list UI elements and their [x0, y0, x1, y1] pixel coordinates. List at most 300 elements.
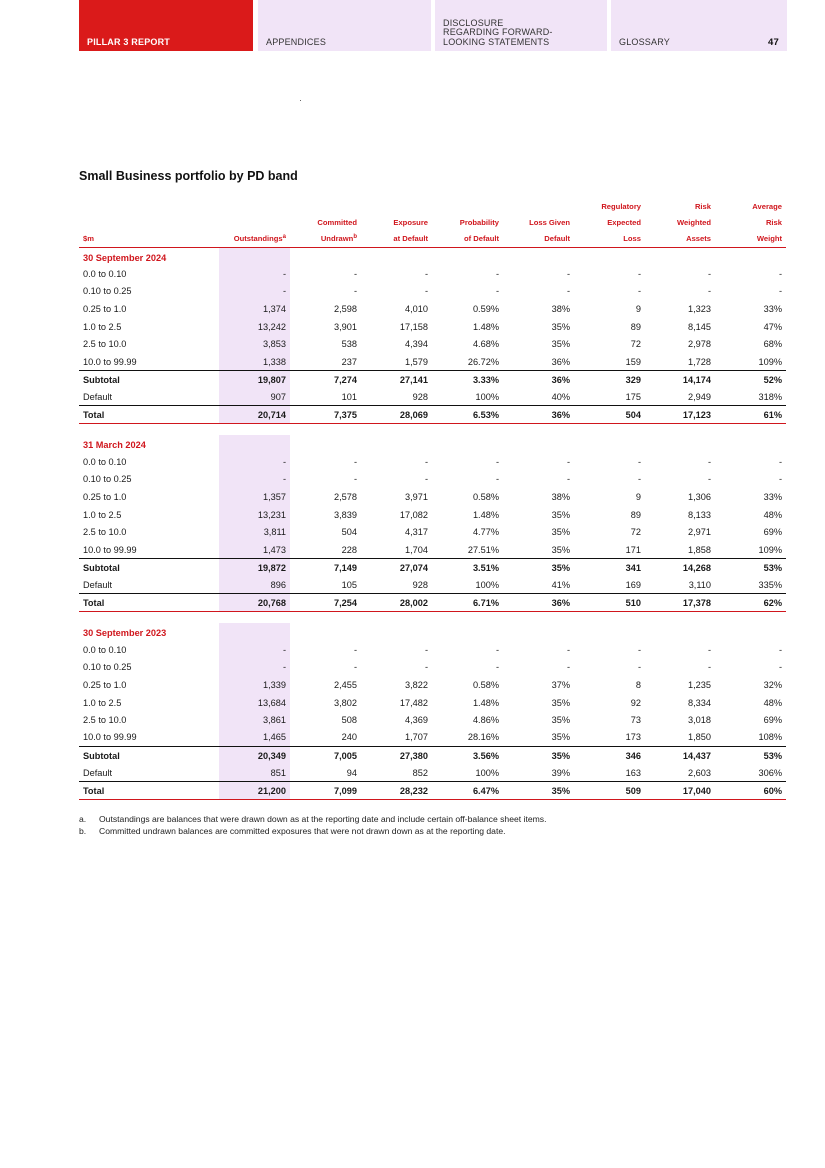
table-cell: -	[637, 268, 641, 279]
header-risk-weighted-assets: Risk Weighted Assets	[645, 199, 715, 248]
table-cell: 907	[219, 388, 290, 406]
table-cell: 3,839	[334, 509, 357, 520]
page-number: 47	[768, 36, 779, 48]
row-label: Default	[83, 391, 113, 402]
table-cell: -	[495, 268, 499, 279]
table-cell: 1,339	[219, 676, 290, 694]
row-label: 0.0 to 0.10	[83, 268, 127, 279]
table-cell: 13,684	[219, 694, 290, 712]
header-exposure-at-default: Exposure at Default	[361, 199, 432, 248]
row-label: 10.0 to 99.99	[83, 732, 137, 743]
table-cell: 538	[341, 339, 357, 350]
table-cell	[503, 248, 574, 266]
table-cell: 3,861	[219, 711, 290, 729]
table-cell: -	[495, 644, 499, 655]
table-cell: 3,901	[334, 321, 357, 332]
table-row	[79, 265, 786, 283]
table-cell: 100%	[475, 767, 499, 778]
spacer-cell	[574, 423, 645, 435]
footnote-b	[79, 825, 546, 837]
table-cell: 94	[346, 767, 357, 778]
table-cell: -	[778, 662, 782, 673]
table-cell: -	[353, 268, 357, 279]
table-cell: -	[707, 474, 711, 485]
tab-appendices[interactable]	[258, 0, 431, 51]
table-cell: 928	[412, 579, 428, 590]
table-cell: -	[637, 474, 641, 485]
table-cell	[290, 248, 361, 266]
table-cell: -	[353, 644, 357, 655]
row-label: 2.5 to 10.0	[83, 527, 127, 538]
table-cell: 53%	[715, 747, 786, 765]
table-cell: 341	[574, 559, 645, 577]
table-cell: 7,274	[290, 371, 361, 389]
spacer-cell	[79, 611, 219, 623]
row-label: Subtotal	[79, 747, 219, 765]
table-cell: 4,317	[405, 527, 428, 538]
row-label: 0.25 to 1.0	[83, 304, 127, 315]
spacer-cell	[79, 423, 219, 435]
spacer-cell	[290, 423, 361, 435]
table-cell: 109%	[758, 544, 782, 555]
table-cell: -	[219, 641, 290, 659]
table-cell	[503, 435, 574, 453]
table-cell	[432, 435, 503, 453]
table-cell: 0.58%	[472, 679, 499, 690]
table-cell: 896	[219, 576, 290, 594]
table-cell: 27,141	[361, 371, 432, 389]
table-cell: 20,768	[219, 594, 290, 612]
table-cell: 3,018	[688, 715, 711, 726]
table-cell: 4,394	[405, 339, 428, 350]
section-header-row	[79, 435, 786, 453]
table-cell: 1,728	[688, 356, 711, 367]
table-cell: 17,082	[399, 509, 428, 520]
table-cell: 62%	[715, 594, 786, 612]
table-cell: 8	[635, 679, 641, 690]
table-cell	[432, 248, 503, 266]
table-cell: 163	[625, 767, 641, 778]
table-cell: -	[219, 471, 290, 489]
table-cell: 928	[412, 391, 428, 402]
table-row	[79, 471, 786, 489]
table-cell: 240	[341, 732, 357, 743]
subtotal-row	[79, 559, 786, 577]
spacer-cell	[503, 611, 574, 623]
table-cell: -	[637, 286, 641, 297]
table-cell: 1,858	[688, 544, 711, 555]
table-row	[79, 453, 786, 471]
table-cell: 175	[625, 391, 641, 402]
table-cell: 4,369	[405, 715, 428, 726]
table-cell: 504	[574, 406, 645, 424]
table-cell: 1.48%	[472, 321, 499, 332]
table-cell: 329	[574, 371, 645, 389]
table-cell: 1,850	[688, 732, 711, 743]
table-cell: 35%	[503, 782, 574, 800]
row-label: 0.10 to 0.25	[83, 662, 132, 673]
table-cell: 1,357	[219, 488, 290, 506]
spacer-cell	[432, 423, 503, 435]
default-row	[79, 576, 786, 594]
table-cell: -	[424, 662, 428, 673]
table-cell: 69%	[763, 715, 782, 726]
table-cell	[645, 435, 715, 453]
table-cell: 4.68%	[472, 339, 499, 350]
pd-band-table	[79, 199, 786, 800]
table-cell: 4.77%	[472, 527, 499, 538]
footnote-mark: a.	[79, 814, 87, 824]
subtotal-row	[79, 371, 786, 389]
table-row	[79, 659, 786, 677]
table-cell: 8,334	[688, 697, 711, 708]
section-spacer	[79, 611, 786, 623]
row-label: 0.10 to 0.25	[83, 474, 132, 485]
table-cell: 851	[219, 764, 290, 782]
table-cell: 105	[341, 579, 357, 590]
table-cell: 7,254	[290, 594, 361, 612]
header-probability-of-default: Probability of Default	[432, 199, 503, 248]
top-navigation	[79, 0, 787, 51]
table-cell: -	[353, 456, 357, 467]
section-title: 30 September 2024	[83, 252, 167, 263]
row-label: Default	[83, 767, 113, 778]
row-label: 0.0 to 0.10	[83, 456, 127, 467]
spacer-cell	[645, 611, 715, 623]
table-cell: 17,123	[645, 406, 715, 424]
table-row	[79, 300, 786, 318]
table-cell: -	[778, 286, 782, 297]
table-row	[79, 711, 786, 729]
table-cell: 35%	[551, 527, 570, 538]
table-cell: 33%	[763, 492, 782, 503]
table-cell: 89	[630, 321, 641, 332]
table-cell: 228	[341, 544, 357, 555]
table-cell: -	[424, 286, 428, 297]
table-cell: -	[707, 644, 711, 655]
table-cell: 4.86%	[472, 715, 499, 726]
table-cell: 27.51%	[467, 544, 499, 555]
spacer-cell	[219, 611, 290, 623]
table-cell: 1.48%	[472, 509, 499, 520]
table-cell	[574, 248, 645, 266]
table-cell: -	[707, 286, 711, 297]
table-cell	[219, 435, 290, 453]
spacer-cell	[715, 423, 786, 435]
table-row	[79, 729, 786, 747]
table-cell: 72	[630, 339, 641, 350]
table-cell: 48%	[763, 509, 782, 520]
table-cell: 68%	[763, 339, 782, 350]
table-cell: -	[219, 659, 290, 677]
table-cell: -	[566, 268, 570, 279]
table-cell: 2,971	[688, 527, 711, 538]
table-cell: 32%	[763, 679, 782, 690]
row-label: 2.5 to 10.0	[83, 715, 127, 726]
table-cell: 3,971	[405, 492, 428, 503]
table-cell: 3.56%	[432, 747, 503, 765]
table-cell: -	[424, 456, 428, 467]
table-cell: -	[778, 644, 782, 655]
table-cell: 61%	[715, 406, 786, 424]
header-outstandings: Outstandings$^a$	[219, 199, 290, 248]
tab-disclosure-forward-looking[interactable]	[435, 0, 607, 51]
table-cell: 17,378	[645, 594, 715, 612]
table-cell: 9	[635, 304, 641, 315]
table-cell	[361, 623, 432, 641]
table-cell: 1,374	[219, 300, 290, 318]
header-regulatory-expected-loss: Regulatory Expected Loss	[574, 199, 645, 248]
table-cell	[432, 623, 503, 641]
table-cell: 852	[412, 767, 428, 778]
table-cell: 1,338	[219, 353, 290, 371]
table-cell: 3,802	[334, 697, 357, 708]
spacer-cell	[645, 423, 715, 435]
table-cell: 7,375	[290, 406, 361, 424]
table-cell: 19,872	[219, 559, 290, 577]
spacer-cell	[715, 611, 786, 623]
table-cell: 28,069	[361, 406, 432, 424]
table-cell: -	[778, 474, 782, 485]
table-cell: 41%	[551, 579, 570, 590]
table-cell: 6.71%	[432, 594, 503, 612]
table-cell	[574, 435, 645, 453]
table-cell: -	[707, 268, 711, 279]
table-cell: 171	[625, 544, 641, 555]
table-cell: -	[707, 662, 711, 673]
table-cell: 14,437	[645, 747, 715, 765]
total-row	[79, 594, 786, 612]
table-cell: 4,010	[405, 304, 428, 315]
table-cell: 2,603	[688, 767, 711, 778]
table-cell: 237	[341, 356, 357, 367]
table-body	[79, 248, 786, 800]
header-row	[79, 199, 786, 248]
table-cell: -	[424, 474, 428, 485]
table-row	[79, 523, 786, 541]
section-header-row	[79, 248, 786, 266]
default-row	[79, 388, 786, 406]
table-row	[79, 506, 786, 524]
stray-dot	[300, 100, 301, 101]
table-cell: 346	[574, 747, 645, 765]
table-cell: 35%	[551, 697, 570, 708]
footnotes	[79, 813, 546, 837]
table-cell: 1.48%	[472, 697, 499, 708]
table-cell: 6.47%	[432, 782, 503, 800]
table-cell	[219, 623, 290, 641]
table-cell: 35%	[551, 321, 570, 332]
table-cell	[361, 248, 432, 266]
table-cell: -	[424, 268, 428, 279]
table-cell: 8,133	[688, 509, 711, 520]
spacer-cell	[432, 611, 503, 623]
table-cell: 72	[630, 527, 641, 538]
table-cell: 38%	[551, 304, 570, 315]
table-cell: 26.72%	[467, 356, 499, 367]
row-label: Subtotal	[79, 559, 219, 577]
table-cell: -	[495, 474, 499, 485]
table-cell: 306%	[758, 767, 782, 778]
spacer-cell	[219, 423, 290, 435]
table-cell: 3,110	[688, 579, 711, 590]
table-cell: 33%	[763, 304, 782, 315]
table-cell: 36%	[503, 594, 574, 612]
table-cell: 3.51%	[432, 559, 503, 577]
row-label: 1.0 to 2.5	[83, 697, 122, 708]
table-cell: 39%	[551, 767, 570, 778]
table-cell	[361, 435, 432, 453]
table-cell: 8,145	[688, 321, 711, 332]
total-row	[79, 406, 786, 424]
table-row	[79, 694, 786, 712]
table-cell: 36%	[551, 356, 570, 367]
spacer-cell	[574, 611, 645, 623]
table-cell: 35%	[503, 747, 574, 765]
table-cell	[219, 248, 290, 266]
table-cell: -	[353, 474, 357, 485]
row-label: 0.10 to 0.25	[83, 286, 132, 297]
table-cell	[715, 248, 786, 266]
table-row	[79, 283, 786, 301]
table-cell: -	[219, 283, 290, 301]
table-cell: 9	[635, 492, 641, 503]
row-label: Total	[79, 406, 219, 424]
table-cell: 60%	[715, 782, 786, 800]
table-cell: -	[778, 456, 782, 467]
table-cell: 2,598	[334, 304, 357, 315]
table-cell: 37%	[551, 679, 570, 690]
header-loss-given-default: Loss Given Default	[503, 199, 574, 248]
section-header-row	[79, 623, 786, 641]
tab-glossary[interactable]	[611, 0, 787, 51]
table-cell: -	[707, 456, 711, 467]
table-cell: 35%	[551, 339, 570, 350]
table-cell	[715, 623, 786, 641]
table-cell: 504	[341, 527, 357, 538]
table-cell	[645, 623, 715, 641]
table-cell: 100%	[475, 579, 499, 590]
table-cell: 69%	[763, 527, 782, 538]
table-cell: 14,268	[645, 559, 715, 577]
row-label: 1.0 to 2.5	[83, 321, 122, 332]
table-cell: 173	[625, 732, 641, 743]
table-cell: 28.16%	[467, 732, 499, 743]
table-cell: -	[637, 644, 641, 655]
row-label: Total	[79, 782, 219, 800]
table-cell: 92	[630, 697, 641, 708]
table-cell: 3,853	[219, 335, 290, 353]
table-row	[79, 335, 786, 353]
row-label: 0.25 to 1.0	[83, 492, 127, 503]
row-label: 10.0 to 99.99	[83, 544, 137, 555]
table-cell: 2,978	[688, 339, 711, 350]
table-cell: -	[566, 286, 570, 297]
table-cell: 36%	[503, 406, 574, 424]
spacer-cell	[290, 611, 361, 623]
table-cell: 40%	[551, 391, 570, 402]
section-title: 31 March 2024	[83, 440, 146, 451]
table-cell: 509	[574, 782, 645, 800]
table-cell: 159	[625, 356, 641, 367]
table-cell: 14,174	[645, 371, 715, 389]
table-row	[79, 353, 786, 371]
table-cell: -	[566, 662, 570, 673]
table-cell: 318%	[758, 391, 782, 402]
row-label: Total	[79, 594, 219, 612]
row-label: 2.5 to 10.0	[83, 339, 127, 350]
subtotal-row	[79, 747, 786, 765]
row-label: Subtotal	[79, 371, 219, 389]
row-label: 10.0 to 99.99	[83, 356, 137, 367]
table-cell: -	[566, 456, 570, 467]
table-cell: 13,231	[219, 506, 290, 524]
table-cell: 21,200	[219, 782, 290, 800]
table-cell: 20,349	[219, 747, 290, 765]
table-cell: 108%	[758, 732, 782, 743]
footnote-mark: b.	[79, 826, 87, 836]
table-cell: 35%	[551, 732, 570, 743]
table-cell: 1,707	[405, 732, 428, 743]
table-cell: 335%	[758, 579, 782, 590]
table-row	[79, 676, 786, 694]
table-cell: 3,811	[219, 523, 290, 541]
table-cell: -	[495, 662, 499, 673]
table-cell: 52%	[715, 371, 786, 389]
table-cell: 20,714	[219, 406, 290, 424]
table-cell: 13,242	[219, 318, 290, 336]
tab-disclosure-label-line-1: DISCLOSURE	[443, 17, 504, 28]
table-cell: 100%	[475, 391, 499, 402]
table-cell: -	[637, 662, 641, 673]
default-row	[79, 764, 786, 782]
table-row	[79, 641, 786, 659]
table-cell: 1,473	[219, 541, 290, 559]
tab-pillar-3-report[interactable]	[79, 0, 253, 51]
spacer-cell	[361, 611, 432, 623]
table-cell: -	[353, 662, 357, 673]
table-cell: 508	[341, 715, 357, 726]
table-cell: -	[566, 474, 570, 485]
table-cell: 1,465	[219, 729, 290, 747]
table-row	[79, 488, 786, 506]
table-cell: 47%	[763, 321, 782, 332]
table-cell: 27,074	[361, 559, 432, 577]
table-cell: -	[353, 286, 357, 297]
table-cell: 101	[341, 391, 357, 402]
section-title: 30 September 2023	[83, 628, 167, 639]
header-average-risk-weight: Average Risk Weight	[715, 199, 786, 248]
table-cell: 35%	[551, 509, 570, 520]
table-cell: 17,482	[399, 697, 428, 708]
table-cell: -	[566, 644, 570, 655]
table-cell: 1,579	[405, 356, 428, 367]
row-label: Default	[83, 579, 113, 590]
table-row	[79, 318, 786, 336]
tab-pillar-3-report-label: PILLAR 3 REPORT	[87, 36, 171, 47]
table-cell: -	[424, 644, 428, 655]
table-cell: 2,578	[334, 492, 357, 503]
table-cell: 38%	[551, 492, 570, 503]
table-cell: 7,149	[290, 559, 361, 577]
table-cell: 169	[625, 579, 641, 590]
section-spacer	[79, 423, 786, 435]
row-label: 0.0 to 0.10	[83, 644, 127, 655]
table-cell	[503, 623, 574, 641]
table-cell: 28,232	[361, 782, 432, 800]
table-cell: 17,158	[399, 321, 428, 332]
table-cell: 73	[630, 715, 641, 726]
